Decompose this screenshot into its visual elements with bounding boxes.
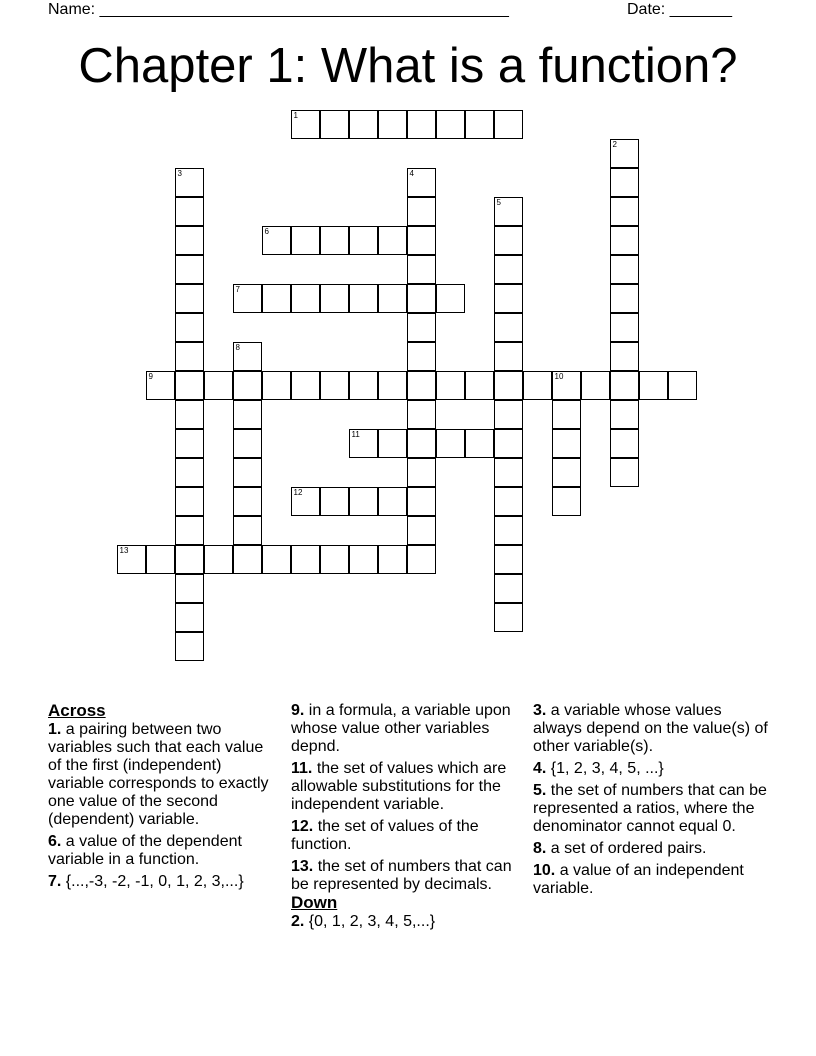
cell-number: 3 [177,168,182,178]
grid-cell[interactable] [291,487,320,516]
grid-cell[interactable] [610,226,639,255]
clue-down-8: 8. a set of ordered pairs. [533,840,707,857]
grid-cell[interactable] [320,110,349,139]
clue-across-6: 6. a value of the dependent variable in a function. [48,833,242,868]
grid-cell[interactable] [407,110,436,139]
grid-cell[interactable] [494,197,523,226]
clue-across-1: 1. a pairing between two variables such that each value of the first (independent) variable corresponds to exactly one value of the second (dependent) variable. [48,721,269,828]
cell-number: 12 [293,487,303,497]
grid-cell[interactable] [494,255,523,284]
grid-cell[interactable] [378,487,407,516]
grid-cell[interactable] [233,516,262,545]
grid-cell[interactable] [610,168,639,197]
grid-cell[interactable] [378,110,407,139]
grid-cell[interactable] [349,110,378,139]
clue-down-3: 3. a variable whose values always depend on the value(s) of other variable(s). [533,702,768,755]
grid-cell[interactable] [494,284,523,313]
grid-cell[interactable] [233,429,262,458]
grid-cell[interactable] [494,574,523,603]
grid-cell[interactable] [407,458,436,487]
clue-down-4: 4. {1, 2, 3, 4, 5, ...} [533,760,664,777]
grid-cell[interactable] [610,255,639,284]
grid-cell[interactable] [523,371,552,400]
grid-cell[interactable] [349,487,378,516]
grid-cell[interactable] [407,197,436,226]
grid-cell[interactable] [494,371,523,400]
grid-cell[interactable] [610,429,639,458]
grid-cell[interactable] [233,458,262,487]
grid-cell[interactable] [175,487,204,516]
cell-number: 1 [293,110,298,120]
grid-cell[interactable] [146,545,175,574]
grid-cell[interactable] [262,371,291,400]
grid-cell[interactable] [407,255,436,284]
grid-cell[interactable] [552,429,581,458]
grid-cell[interactable] [175,197,204,226]
grid-cell[interactable] [233,400,262,429]
grid-cell[interactable] [494,545,523,574]
clues-column-2 [291,702,525,935]
grid-cell[interactable] [378,371,407,400]
clue-down-2: 2. {0, 1, 2, 3, 4, 5,...} [291,913,436,930]
down-heading: Down [291,893,338,912]
grid-cell[interactable] [291,110,320,139]
grid-cell[interactable] [668,371,697,400]
grid-cell[interactable] [117,545,146,574]
grid-cell[interactable] [465,110,494,139]
cell-number: 5 [496,197,501,207]
grid-cell[interactable] [407,284,436,313]
grid-cell[interactable] [610,139,639,168]
grid-cell[interactable] [494,458,523,487]
grid-cell[interactable] [407,487,436,516]
grid-cell[interactable] [175,400,204,429]
grid-cell[interactable] [610,342,639,371]
clue-across-13: 13. the set of numbers that can be represented by decimals. [291,858,512,893]
grid-cell[interactable] [494,603,523,632]
clue-down-5: 5. the set of numbers that can be represented a ratios, where the denominator cannot equal 0. [533,782,767,835]
grid-cell[interactable] [610,400,639,429]
grid-cell[interactable] [610,197,639,226]
grid-cell[interactable] [175,516,204,545]
grid-cell[interactable] [407,545,436,574]
grid-cell[interactable] [175,226,204,255]
date-field[interactable]: Date: _______ [627,1,732,18]
page-title: Chapter 1: What is a function? [78,39,738,93]
grid-cell[interactable] [436,429,465,458]
grid-cell[interactable] [291,284,320,313]
grid-cell[interactable] [262,284,291,313]
grid-cell[interactable] [233,342,262,371]
grid-cell[interactable] [552,487,581,516]
grid-cell[interactable] [552,458,581,487]
grid-cell[interactable] [291,545,320,574]
grid-cell[interactable] [233,487,262,516]
clue-across-12: 12. the set of values of the function. [291,818,479,853]
clue-across-11: 11. the set of values which are allowable substitutions for the independent variable. [291,760,507,813]
grid-cell[interactable] [494,110,523,139]
grid-cell[interactable] [175,371,204,400]
grid-cell[interactable] [233,284,262,313]
grid-cell[interactable] [349,226,378,255]
grid-cell[interactable] [349,284,378,313]
grid-cell[interactable] [175,458,204,487]
grid-cell[interactable] [407,429,436,458]
across-heading: Across [48,701,106,720]
clue-down-10: 10. a value of an independent variable. [533,862,744,897]
grid-cell[interactable] [320,487,349,516]
grid-cell[interactable] [320,545,349,574]
grid-cell[interactable] [233,371,262,400]
cell-number: 8 [235,342,240,352]
grid-cell[interactable] [175,632,204,661]
grid-cell[interactable] [349,371,378,400]
cell-number: 10 [554,371,564,381]
cell-number: 11 [351,429,360,439]
grid-cell[interactable] [175,603,204,632]
grid-cell[interactable] [378,545,407,574]
grid-cell[interactable] [378,226,407,255]
cell-number: 7 [235,284,240,294]
cell-number: 2 [612,139,617,149]
cell-number: 6 [264,226,269,236]
grid-cell[interactable] [407,342,436,371]
grid-cell[interactable] [378,284,407,313]
cell-number: 9 [148,371,153,381]
grid-cell[interactable] [378,429,407,458]
grid-cell[interactable] [465,371,494,400]
grid-cell[interactable] [610,371,639,400]
clues-column-1 [48,702,274,895]
grid-cell[interactable] [465,429,494,458]
grid-cell[interactable] [610,458,639,487]
grid-cell[interactable] [494,342,523,371]
grid-cell[interactable] [291,371,320,400]
grid-cell[interactable] [407,516,436,545]
grid-cell[interactable] [262,545,291,574]
grid-cell[interactable] [436,110,465,139]
grid-cell[interactable] [233,545,262,574]
grid-cell[interactable] [407,226,436,255]
grid-cell[interactable] [320,371,349,400]
grid-cell[interactable] [349,545,378,574]
clue-across-9: 9. in a formula, a variable upon whose value other variables depnd. [291,702,511,755]
grid-cell[interactable] [291,226,320,255]
grid-cell[interactable] [494,487,523,516]
grid-cell[interactable] [494,516,523,545]
clue-across-7: 7. {...,-3, -2, -1, 0, 1, 2, 3,...} [48,873,244,890]
grid-cell[interactable] [175,255,204,284]
grid-cell[interactable] [175,574,204,603]
grid-cell[interactable] [494,226,523,255]
grid-cell[interactable] [581,371,610,400]
grid-cell[interactable] [175,545,204,574]
grid-cell[interactable] [320,284,349,313]
grid-cell[interactable] [146,371,175,400]
cell-number: 4 [409,168,414,178]
grid-cell[interactable] [204,371,233,400]
grid-cell[interactable] [175,284,204,313]
grid-cell[interactable] [436,284,465,313]
name-field[interactable]: Name: ______________________________________________ [48,1,509,18]
grid-cell[interactable] [407,400,436,429]
grid-cell[interactable] [494,400,523,429]
grid-cell[interactable] [204,545,233,574]
grid-cell[interactable] [349,429,378,458]
grid-cell[interactable] [639,371,668,400]
clues-column-3 [533,702,769,902]
grid-cell[interactable] [175,313,204,342]
grid-cell[interactable] [407,168,436,197]
grid-cell[interactable] [320,226,349,255]
grid-cell[interactable] [552,371,581,400]
grid-cell[interactable] [407,371,436,400]
grid-cell[interactable] [175,342,204,371]
grid-cell[interactable] [494,429,523,458]
grid-cell[interactable] [175,429,204,458]
grid-cell[interactable] [436,371,465,400]
grid-cell[interactable] [175,168,204,197]
grid-cell[interactable] [494,313,523,342]
grid-cell[interactable] [407,313,436,342]
cell-number: 13 [119,545,129,555]
grid-cell[interactable] [610,284,639,313]
grid-cell[interactable] [262,226,291,255]
grid-cell[interactable] [552,400,581,429]
grid-cell[interactable] [610,313,639,342]
